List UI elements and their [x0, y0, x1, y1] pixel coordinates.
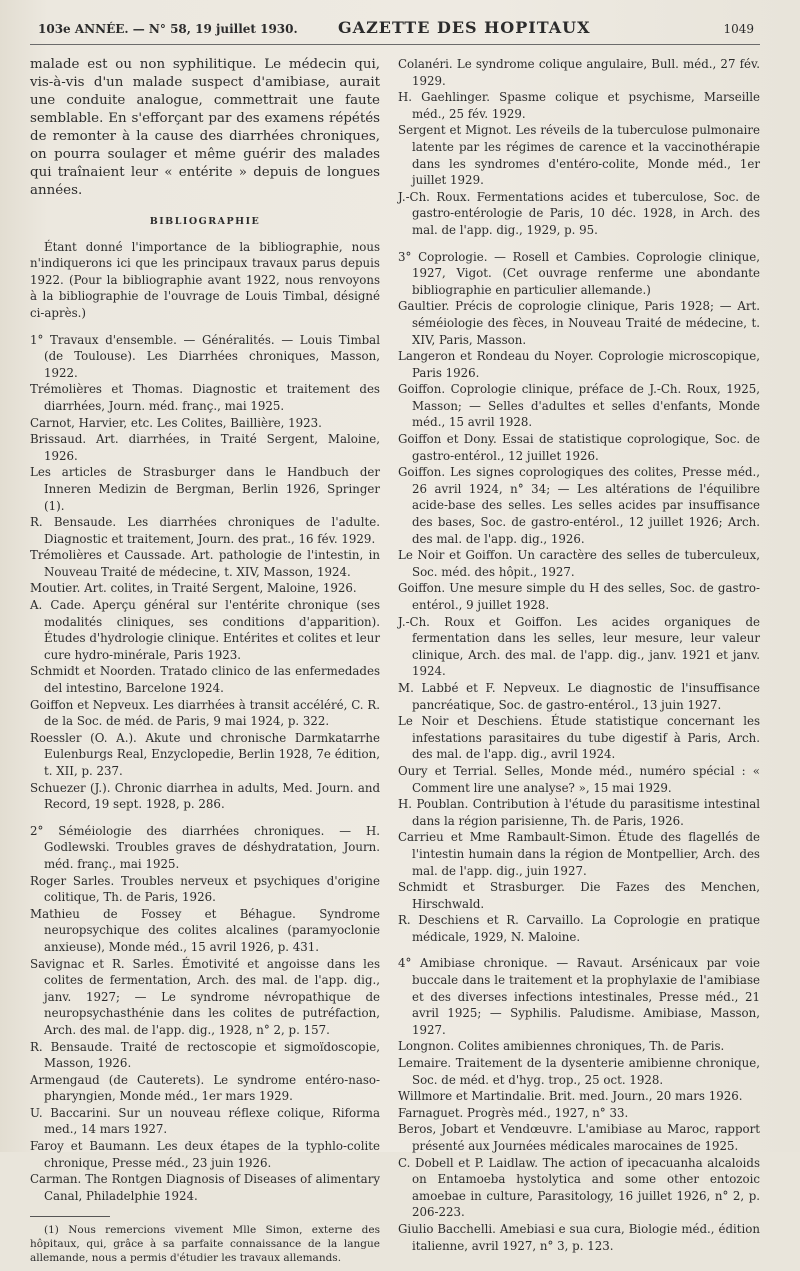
bibliography-entry: Carman. The Rontgen Diagnosis of Diseases of alimentary Canal, Philadelphie 1924. [30, 1172, 380, 1203]
bibliography-entry: Lemaire. Traitement de la dysenterie amibienne chronique, Soc. de méd. et d'hyg. trop., 25 oct. 1928. [398, 1056, 760, 1087]
bibliography-entry: 4° Amibiase chronique. — Ravaut. Arsénicaux par voie buccale dans le traitement et la prophylaxie de l'amibiase et des diverses infections intestinales, Presse méd., 21 avril 1925; — Syphilis. Paludisme. Amibiase, Masson, 1927. [398, 956, 760, 1037]
bibliography-entry: Trémolières et Thomas. Diagnostic et traitement des diarrhées, Journ. méd. franç., mai 1925. [30, 382, 380, 413]
bibliography-entry: Goiffon et Nepveux. Les diarrhées à transit accéléré, C. R. de la Soc. de méd. de Paris, 9 mai 1924, p. 322. [30, 697, 380, 729]
bibliography-entry: R. Bensaude. Traité de rectoscopie et sigmoïdoscopie, Masson, 1926. [30, 1039, 380, 1071]
bibliography-entry: 3° Coprologie. — Rosell et Cambies. Coprologie clinique, 1927, Vigot. (Cet ouvrage renferme une abondante bibliographie en particulier allemande.) [398, 249, 760, 297]
bibliography-entry: Les articles de Strasburger dans le Handbuch der Inneren Medizin de Bergman, Berlin 1926, Springer (1). [30, 465, 380, 513]
section-amibiase [398, 955, 760, 1254]
bibliography-entry: R. Deschiens et R. Carvaillo. La Coprologie en pratique médicale, 1929, N. Maloine. [398, 913, 760, 944]
issue-info: 103e ANNÉE. — N° 58, 19 juillet 1930. [38, 22, 298, 36]
bibliography-entry: Willmore et Martindalie. Brit. med. Journ., 20 mars 1926. [398, 1089, 743, 1104]
bibliography-entry: C. Dobell et P. Laidlaw. The action of ipecacuanha alcaloids on Entamoeba hystolytica and some other entozoic amoebae in culture, Parasitology, 16 juillet 1926, n° 2, p. 206-223. [398, 1155, 760, 1220]
section-semeiologie [30, 823, 380, 1205]
section-coprologie [398, 249, 760, 946]
bibliography-entry: Le Noir et Deschiens. Étude statistique concernant les infestations parasitaires du tube digestif à Paris, Arch. des mal. de l'app. dig., avril 1924. [398, 714, 760, 762]
bibliography-entry: Goiffon. Les signes coprologiques des colites, Presse méd., 26 avril 1924, n° 34; — Les altérations de l'équilibre acide-base des selles. Les selles acides par insuffisance des bases, Soc. de gastro-entérol., 12 juillet 1926; Arch. des mal. de l'app. dig., 1926. [398, 465, 760, 546]
bibliography-entry: Longnon. Colites amibiennes chroniques, Th. de Paris. [398, 1039, 725, 1054]
bibliography-entry: Savignac et R. Sarles. Émotivité et angoisse dans les colites de fermentation, Arch. des mal. de l'app. dig., janv. 1927; — Le syndrome névropathique de neuropsychasthénie dans les colites de putréfaction, Arch. des mal. de l'app. dig., 1928, n° 2, p. 157. [30, 956, 380, 1037]
bibliography-entry: M. Labbé et F. Nepveux. Le diagnostic de l'insuffisance pancréatique, Soc. de gastro-entérol., 13 juin 1927. [398, 680, 760, 712]
bibliography-entry: Schmidt et Strasburger. Die Fazes des Menchen, Hirschwald. [398, 880, 760, 911]
bibliography-entry: Brissaud. Art. diarrhées, in Traité Sergent, Maloine, 1926. [30, 432, 380, 463]
bibliography-entry: A. Cade. Aperçu général sur l'entérite chronique (ses modalités cliniques, ses conditions d'apparition). Études d'hydrologie clinique. Entérites et colites et leur cure hydro-minérale, Paris 1923. [30, 598, 380, 662]
bibliography-entry: Beros, Jobart et Vendœuvre. L'amibiase au Maroc, rapport présenté aux Journées médicales marocaines de 1925. [398, 1122, 760, 1153]
bibliography-entry: Roessler (O. A.). Akute und chronische Darmkatarrhe Eulenburgs Real, Enzyclopedie, Berlin 1928, 7e édition, t. XII, p. 237. [30, 730, 380, 778]
intro-paragraph: malade est ou non syphilitique. Le médecin qui, vis-à-vis d'un malade suspect d'amibiase, aurait une conduite analogue, commettrait une faute semblable. En s'efforçant par des examens répétés de remonter à la cause des diarrhées chroniques, on pourra soulager et même guérir des malades qui traînaient leur « entérite » depuis de longues années. [30, 57, 380, 198]
bibliography-entry: H. Poublan. Contribution à l'étude du parasitisme intestinal dans la région parisienne, Th. de Paris, 1926. [398, 797, 760, 828]
bibliography-entry: Goiffon. Une mesure simple du H des selles, Soc. de gastro-entérol., 9 juillet 1928. [398, 581, 760, 612]
bibliography-entry: J.-Ch. Roux et Goiffon. Les acides organiques de fermentation dans les selles, leur mesure, leur valeur clinique, Arch. des mal. de l'app. dig., janv. 1921 et janv. 1924. [398, 614, 760, 679]
bibliography-entry: Trémolières et Caussade. Art. pathologie de l'intestin, in Nouveau Traité de médecine, t. XIV, Masson, 1924. [30, 548, 380, 579]
bibliography-entry: J.-Ch. Roux. Fermentations acides et tuberculose, Soc. de gastro-entérologie de Paris, 10 déc. 1928, in Arch. des mal. de l'app. dig., 1929, p. 95. [398, 189, 760, 237]
bibliography-entry: Langeron et Rondeau du Noyer. Coprologie microscopique, Paris 1926. [398, 349, 760, 380]
bibliography-entry: 1° Travaux d'ensemble. — Généralités. — Louis Timbal (de Toulouse). Les Diarrhées chroniques, Masson, 1922. [30, 332, 380, 380]
bibliography-entry: Gaultier. Précis de coprologie clinique, Paris 1928; — Art. séméiologie des fèces, in Nouveau Traité de médecine, t. XIV, Paris, Masson. [398, 299, 760, 347]
bibliography-entry: U. Baccarini. Sur un nouveau réflexe colique, Riforma med., 14 mars 1927. [30, 1105, 380, 1137]
bibliography-entry: Oury et Terrial. Selles, Monde méd., numéro spécial : « Comment lire une analyse? », 15 mai 1929. [398, 763, 760, 795]
bibliography-entry: Mathieu de Fossey et Béhague. Syndrome neuropsychique des colites alcalines (paramyoclonie anxieuse), Monde méd., 15 avril 1926, p. 431. [30, 906, 380, 954]
bibliography-heading: BIBLIOGRAPHIE [149, 216, 261, 227]
bibliography-entry: Colanéri. Le syndrome colique angulaire, Bull. méd., 27 fév. 1929. [398, 57, 760, 88]
bibliography-entry: Carrieu et Mme Rambault-Simon. Étude des flagellés de l'intestin humain dans la région de Montpellier, Arch. des mal. de l'app. dig., juin 1927. [398, 830, 760, 878]
bibliography-entry: Schuezer (J.). Chronic diarrhea in adults, Med. Journ. and Record, 19 sept. 1928, p. 286. [30, 780, 380, 812]
bibliography-entry: Le Noir et Goiffon. Un caractère des selles de tuberculeux, Soc. méd. des hôpit., 1927. [398, 548, 760, 579]
left-column [30, 56, 380, 1271]
bibliography-entry: 2° Séméiologie des diarrhées chroniques. — H. Godlewski. Troubles graves de déshydratation, Journ. méd. franç., mai 1925. [30, 823, 380, 871]
footnote: (1) Nous remercions vivement Mlle Simon, externe des hôpitaux, qui, grâce à sa parfaite connaissance de la langue allemande, nous a permis d'étudier les travaux allemands. [30, 1224, 380, 1265]
page-number: 1049 [723, 22, 754, 36]
footnote-rule [30, 1216, 110, 1217]
section-travaux-ensemble [30, 332, 380, 813]
bibliography-entry: Armengaud (de Cauterets). Le syndrome entéro-naso-pharyngien, Monde méd., 1er mars 1929. [30, 1072, 380, 1104]
bibliography-entry: Goiffon. Coprologie clinique, préface de J.-Ch. Roux, 1925, Masson; — Selles d'adultes et selles d'enfants, Monde méd., 15 avril 1928. [398, 382, 760, 430]
bibliography-entry: H. Gaehlinger. Spasme colique et psychisme, Marseille méd., 25 fév. 1929. [398, 90, 760, 121]
page-header [30, 18, 760, 45]
bibliography-entry: Goiffon et Dony. Essai de statistique coprologique, Soc. de gastro-entérol., 12 juillet 1926. [398, 432, 760, 463]
bibliography-entry: Sergent et Mignot. Les réveils de la tuberculose pulmonaire latente par les régimes de carence et la vaccinothérapie dans les syndromes d'entéro-colite, Monde méd., 1er juillet 1929. [398, 123, 760, 188]
bibliography-entry: Roger Sarles. Troubles nerveux et psychiques d'origine colitique, Th. de Paris, 1926. [30, 873, 380, 905]
bibliography-entry: Giulio Bacchelli. Amebiasi e sua cura, Biologie méd., édition italienne, avril 1927, n° 3, p. 123. [398, 1221, 760, 1253]
bibliography-entry: Faroy et Baumann. Les deux étapes de la typhlo-colite chronique, Presse méd., 23 juin 1926. [30, 1139, 380, 1170]
bibliography-entry: Moutier. Art. colites, in Traité Sergent, Maloine, 1926. [30, 581, 357, 596]
bibliography-intro: Étant donné l'importance de la bibliographie, nous n'indiquerons ici que les principaux travaux parus depuis 1922. (Pour la bibliographie avant 1922, nous renvoyons à la bibliographie de l'ouvrage de Louis Timbal, désigné ci-après.) [30, 239, 380, 320]
right-column [398, 56, 760, 1254]
journal-title: GAZETTE DES HOPITAUX [338, 18, 591, 37]
section-semeiologie-continued [398, 56, 760, 239]
bibliography-entry: Farnaguet. Progrès méd., 1927, n° 33. [398, 1105, 629, 1120]
bibliography-entry: Carnot, Harvier, etc. Les Colites, Baillière, 1923. [30, 415, 322, 430]
bibliography-entry: R. Bensaude. Les diarrhées chroniques de l'adulte. Diagnostic et traitement, Journ. des prat., 16 fév. 1929. [30, 515, 380, 546]
bibliography-entry: Schmidt et Noorden. Tratado clinico de las enfermedades del intestino, Barcelone 1924. [30, 664, 380, 696]
